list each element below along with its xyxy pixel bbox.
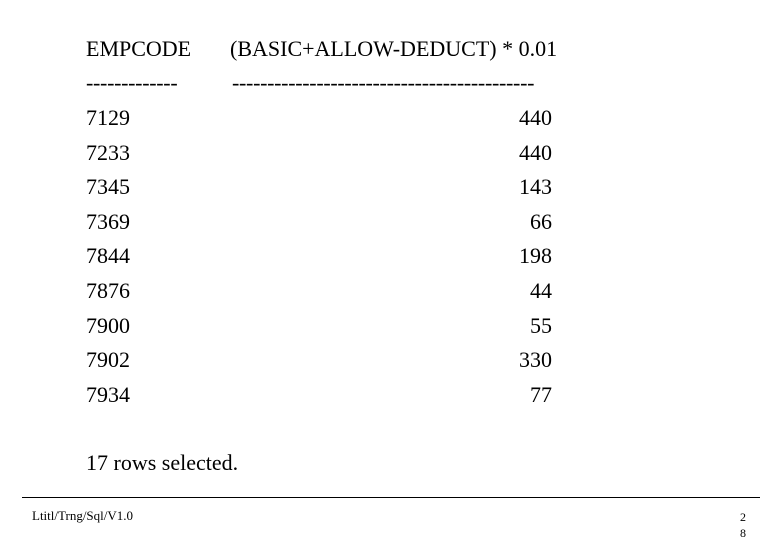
expression-value-cell: 440 — [519, 105, 552, 130]
document-reference: Ltitl/Trng/Sql/V1.0 — [32, 508, 134, 523]
expression-value-cell: 440 — [519, 139, 552, 165]
empcode-cell: 7900 — [86, 312, 130, 338]
empcode-cell: 7934 — [86, 381, 130, 407]
expression-value-cell: 55 — [530, 312, 552, 338]
empcode-cell: 7345 — [86, 174, 130, 200]
empcode-cell: 7844 — [86, 243, 130, 269]
table-row — [86, 349, 556, 384]
table-row — [86, 176, 556, 211]
table-row — [86, 139, 556, 177]
column-header-empcode: EMPCODE — [86, 36, 192, 61]
expression-value-cell: 77 — [530, 381, 552, 407]
column-separator-expression: ------------------------------------------- — [232, 70, 535, 95]
rows-selected-message: 17 rows selected. — [86, 450, 239, 475]
empcode-cell: 7369 — [86, 208, 130, 234]
expression-value-cell: 143 — [519, 174, 552, 200]
table-row — [86, 107, 556, 142]
table-row — [86, 312, 556, 350]
page-number-digit: 8 — [740, 526, 746, 540]
table-row — [86, 208, 556, 246]
expression-value-cell: 330 — [519, 347, 552, 373]
page-number-digit: 2 — [740, 510, 746, 524]
empcode-cell: 7902 — [86, 347, 130, 373]
table-row — [86, 277, 556, 315]
expression-value-cell: 198 — [519, 243, 552, 269]
footer-divider — [22, 497, 760, 498]
empcode-cell: 7876 — [86, 277, 130, 303]
table-row — [86, 245, 556, 280]
table-row — [86, 381, 556, 419]
page-number — [738, 509, 748, 541]
empcode-cell: 7233 — [86, 139, 130, 165]
empcode-cell: 7129 — [86, 105, 130, 130]
column-header-expression: (BASIC+ALLOW-DEDUCT) * 0.01 — [230, 36, 558, 61]
expression-value-cell: 44 — [530, 277, 552, 303]
expression-value-cell: 66 — [530, 208, 552, 234]
column-separator-empcode: ------------- — [86, 70, 178, 95]
result-table — [86, 107, 556, 418]
